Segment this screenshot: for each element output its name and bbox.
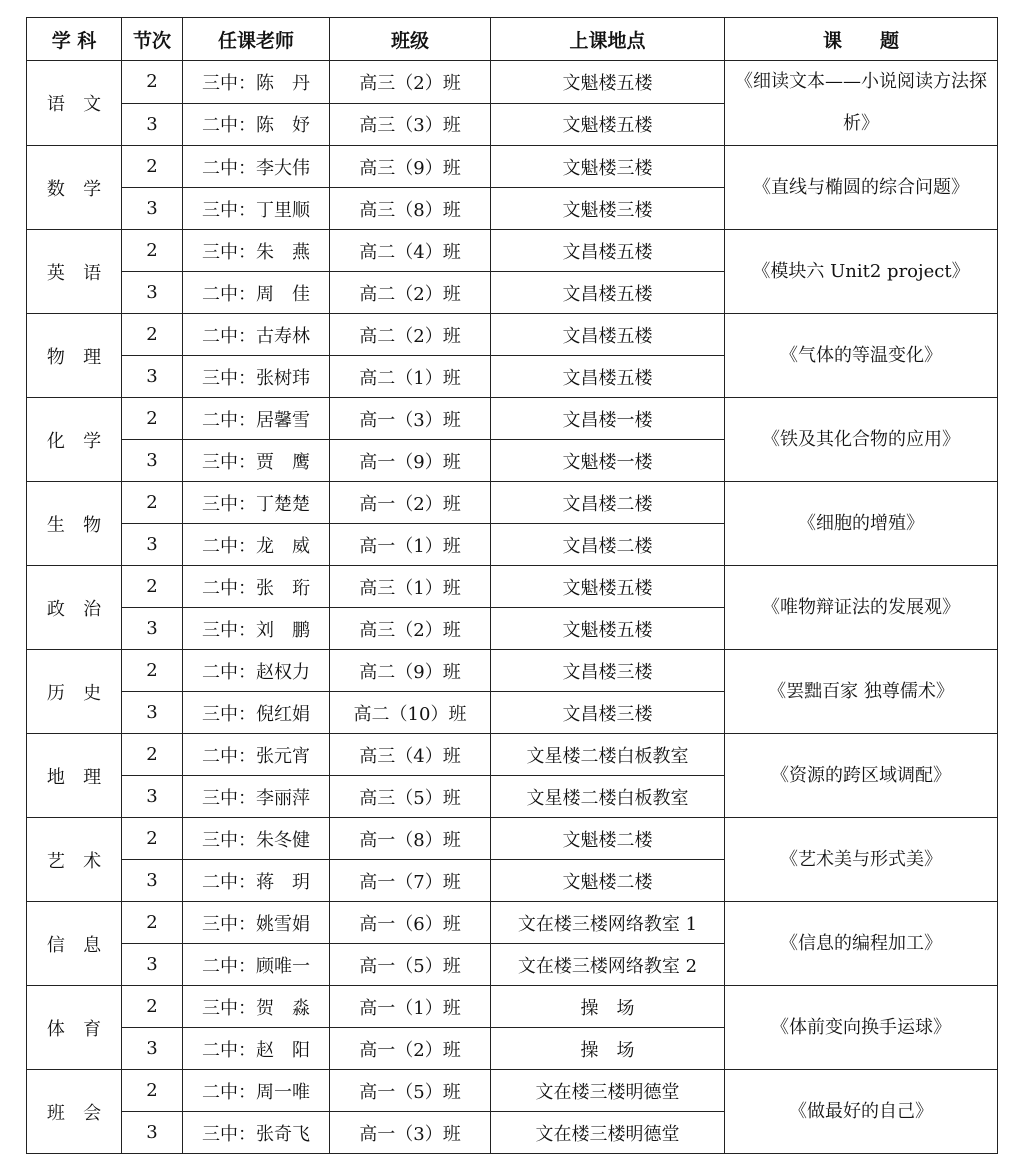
header-topic: 课 题: [725, 18, 998, 61]
teacher-cell: 二中：古寿林: [183, 314, 330, 356]
header-class: 班级: [330, 18, 491, 61]
class-cell: 高一（2）班: [330, 1028, 491, 1070]
topic-cell: 《铁及其化合物的应用》: [725, 398, 998, 482]
teacher-cell: 三中：张奇飞: [183, 1112, 330, 1154]
teacher-cell: 三中：陈 丹: [183, 61, 330, 104]
class-cell: 高三（3）班: [330, 103, 491, 146]
teacher-cell: 二中：龙 威: [183, 524, 330, 566]
topic-cell: 《气体的等温变化》: [725, 314, 998, 398]
schedule-table: [26, 17, 998, 1154]
topic-cell: 《体前变向换手运球》: [725, 986, 998, 1070]
table-row: [27, 61, 998, 104]
period-cell: 3: [122, 944, 183, 986]
topic-cell: 《细读文本——小说阅读方法探析》: [725, 61, 998, 146]
class-cell: 高三（8）班: [330, 188, 491, 230]
location-cell: 文昌楼二楼: [491, 482, 725, 524]
class-cell: 高一（9）班: [330, 440, 491, 482]
table-header: [27, 18, 998, 61]
subject-cell: 生 物: [27, 482, 122, 566]
class-cell: 高二（10）班: [330, 692, 491, 734]
teacher-cell: 二中：李大伟: [183, 146, 330, 188]
location-cell: 文魁楼三楼: [491, 188, 725, 230]
teacher-cell: 二中：张元宵: [183, 734, 330, 776]
teacher-cell: 二中：周一唯: [183, 1070, 330, 1112]
table-row: [27, 230, 998, 272]
location-cell: 文昌楼二楼: [491, 524, 725, 566]
subject-cell: 数 学: [27, 146, 122, 230]
period-cell: 3: [122, 1112, 183, 1154]
teacher-cell: 三中：贺 淼: [183, 986, 330, 1028]
topic-cell: 《直线与椭圆的综合问题》: [725, 146, 998, 230]
teacher-cell: 二中：陈 妤: [183, 103, 330, 146]
period-cell: 2: [122, 734, 183, 776]
period-cell: 3: [122, 103, 183, 146]
location-cell: 文魁楼二楼: [491, 860, 725, 902]
period-cell: 3: [122, 524, 183, 566]
topic-cell: 《艺术美与形式美》: [725, 818, 998, 902]
location-cell: 文在楼三楼网络教室 1: [491, 902, 725, 944]
location-cell: 文在楼三楼网络教室 2: [491, 944, 725, 986]
period-cell: 3: [122, 440, 183, 482]
class-cell: 高一（3）班: [330, 1112, 491, 1154]
table-row: [27, 566, 998, 608]
table-row: [27, 482, 998, 524]
class-cell: 高二（2）班: [330, 314, 491, 356]
class-cell: 高一（5）班: [330, 944, 491, 986]
teacher-cell: 三中：贾 鹰: [183, 440, 330, 482]
period-cell: 2: [122, 230, 183, 272]
table-row: [27, 314, 998, 356]
teacher-cell: 三中：刘 鹏: [183, 608, 330, 650]
subject-cell: 艺 术: [27, 818, 122, 902]
teacher-cell: 三中：倪红娟: [183, 692, 330, 734]
table-row: [27, 1070, 998, 1112]
location-cell: 文魁楼五楼: [491, 608, 725, 650]
location-cell: 操 场: [491, 1028, 725, 1070]
teacher-cell: 三中：朱冬健: [183, 818, 330, 860]
class-cell: 高一（1）班: [330, 986, 491, 1028]
period-cell: 2: [122, 1070, 183, 1112]
location-cell: 文昌楼五楼: [491, 272, 725, 314]
topic-cell: 《做最好的自己》: [725, 1070, 998, 1154]
teacher-cell: 三中：朱 燕: [183, 230, 330, 272]
teacher-cell: 二中：蒋 玥: [183, 860, 330, 902]
table-row: [27, 398, 998, 440]
location-cell: 文昌楼五楼: [491, 314, 725, 356]
table-row: [27, 734, 998, 776]
class-cell: 高三（5）班: [330, 776, 491, 818]
location-cell: 文魁楼五楼: [491, 103, 725, 146]
teacher-cell: 二中：赵权力: [183, 650, 330, 692]
table-row: [27, 986, 998, 1028]
topic-cell: 《信息的编程加工》: [725, 902, 998, 986]
class-cell: 高三（2）班: [330, 608, 491, 650]
location-cell: 文在楼三楼明德堂: [491, 1112, 725, 1154]
teacher-cell: 二中：周 佳: [183, 272, 330, 314]
period-cell: 3: [122, 356, 183, 398]
class-cell: 高三（9）班: [330, 146, 491, 188]
class-cell: 高一（1）班: [330, 524, 491, 566]
class-cell: 高三（4）班: [330, 734, 491, 776]
teacher-cell: 二中：赵 阳: [183, 1028, 330, 1070]
period-cell: 3: [122, 608, 183, 650]
teacher-cell: 三中：丁楚楚: [183, 482, 330, 524]
location-cell: 操 场: [491, 986, 725, 1028]
class-cell: 高三（1）班: [330, 566, 491, 608]
location-cell: 文星楼二楼白板教室: [491, 776, 725, 818]
class-cell: 高二（2）班: [330, 272, 491, 314]
class-cell: 高一（3）班: [330, 398, 491, 440]
period-cell: 2: [122, 146, 183, 188]
subject-cell: 体 育: [27, 986, 122, 1070]
subject-cell: 语 文: [27, 61, 122, 146]
topic-cell: 《唯物辩证法的发展观》: [725, 566, 998, 650]
class-cell: 高二（9）班: [330, 650, 491, 692]
topic-cell: 《罢黜百家 独尊儒术》: [725, 650, 998, 734]
class-cell: 高一（7）班: [330, 860, 491, 902]
location-cell: 文魁楼五楼: [491, 566, 725, 608]
period-cell: 2: [122, 902, 183, 944]
header-period: 节次: [122, 18, 183, 61]
header-teacher: 任课老师: [183, 18, 330, 61]
teacher-cell: 三中：李丽萍: [183, 776, 330, 818]
teacher-cell: 三中：丁里顺: [183, 188, 330, 230]
period-cell: 3: [122, 272, 183, 314]
location-cell: 文星楼二楼白板教室: [491, 734, 725, 776]
location-cell: 文昌楼三楼: [491, 692, 725, 734]
period-cell: 3: [122, 188, 183, 230]
class-cell: 高一（5）班: [330, 1070, 491, 1112]
table-row: [27, 146, 998, 188]
table-row: [27, 650, 998, 692]
location-cell: 文魁楼三楼: [491, 146, 725, 188]
period-cell: 2: [122, 314, 183, 356]
table-row: [27, 818, 998, 860]
subject-cell: 信 息: [27, 902, 122, 986]
period-cell: 2: [122, 650, 183, 692]
period-cell: 3: [122, 776, 183, 818]
location-cell: 文魁楼二楼: [491, 818, 725, 860]
location-cell: 文昌楼五楼: [491, 230, 725, 272]
subject-cell: 英 语: [27, 230, 122, 314]
class-cell: 高二（1）班: [330, 356, 491, 398]
subject-cell: 班 会: [27, 1070, 122, 1154]
location-cell: 文昌楼三楼: [491, 650, 725, 692]
topic-cell: 《模块六 Unit2 project》: [725, 230, 998, 314]
class-cell: 高一（6）班: [330, 902, 491, 944]
teacher-cell: 二中：居馨雪: [183, 398, 330, 440]
period-cell: 2: [122, 398, 183, 440]
period-cell: 2: [122, 61, 183, 104]
teacher-cell: 二中：顾唯一: [183, 944, 330, 986]
table-row: [27, 902, 998, 944]
teacher-cell: 二中：张 珩: [183, 566, 330, 608]
location-cell: 文昌楼一楼: [491, 398, 725, 440]
subject-cell: 化 学: [27, 398, 122, 482]
location-cell: 文在楼三楼明德堂: [491, 1070, 725, 1112]
subject-cell: 历 史: [27, 650, 122, 734]
subject-cell: 物 理: [27, 314, 122, 398]
class-cell: 高三（2）班: [330, 61, 491, 104]
period-cell: 2: [122, 482, 183, 524]
subject-cell: 地 理: [27, 734, 122, 818]
location-cell: 文魁楼一楼: [491, 440, 725, 482]
period-cell: 3: [122, 692, 183, 734]
header-row: [27, 18, 998, 61]
table-body: [27, 61, 998, 1154]
class-cell: 高一（2）班: [330, 482, 491, 524]
header-location: 上课地点: [491, 18, 725, 61]
class-cell: 高二（4）班: [330, 230, 491, 272]
period-cell: 2: [122, 818, 183, 860]
teacher-cell: 三中：姚雪娟: [183, 902, 330, 944]
header-subject: 学 科: [27, 18, 122, 61]
topic-cell: 《细胞的增殖》: [725, 482, 998, 566]
subject-cell: 政 治: [27, 566, 122, 650]
period-cell: 3: [122, 1028, 183, 1070]
location-cell: 文魁楼五楼: [491, 61, 725, 104]
teacher-cell: 三中：张树玮: [183, 356, 330, 398]
period-cell: 2: [122, 566, 183, 608]
period-cell: 2: [122, 986, 183, 1028]
location-cell: 文昌楼五楼: [491, 356, 725, 398]
class-cell: 高一（8）班: [330, 818, 491, 860]
period-cell: 3: [122, 860, 183, 902]
topic-cell: 《资源的跨区域调配》: [725, 734, 998, 818]
